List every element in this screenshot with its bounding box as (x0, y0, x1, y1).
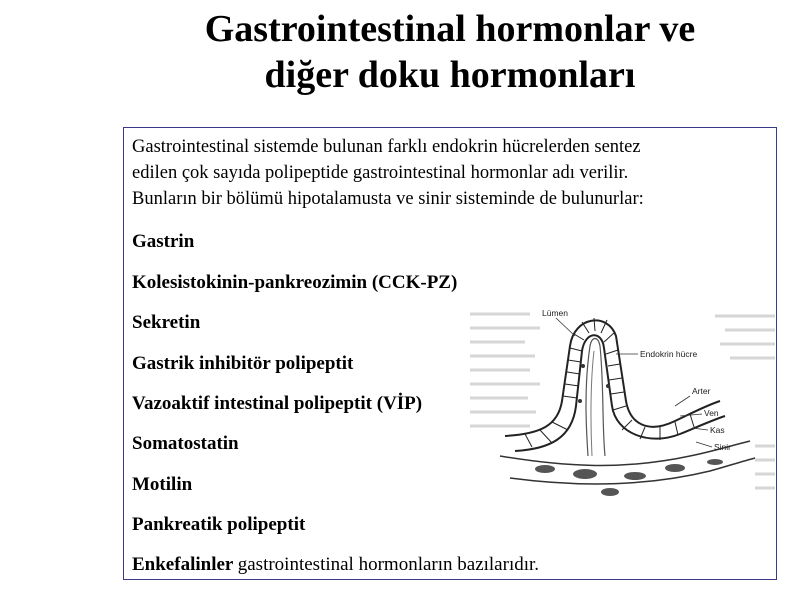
title-line-2: diğer doku hormonları (264, 54, 636, 96)
hormone-gastrin: Gastrin (132, 231, 195, 252)
hormone-cck-pz: Kolesistokinin-pankreozimin (CCK-PZ) (132, 272, 458, 293)
closing-sentence (132, 554, 539, 576)
label-artery: Arter (692, 386, 711, 396)
intro-paragraph (132, 134, 762, 212)
intro-line-1: Gastrointestinal sistemde bulunan farklı endokrin hücrelerden sentez (132, 137, 641, 157)
capillary-loop (586, 339, 605, 457)
content-box (123, 127, 777, 580)
villus-outer-outline (505, 320, 720, 436)
intestinal-villus-figure (470, 306, 775, 506)
hormone-somatostatin: Somatostatin (132, 433, 239, 454)
intro-line-2: edilen çok sayıda polipeptide gastrointestinal hormonlar adı verilir. (132, 163, 629, 183)
hormone-motilin: Motilin (132, 474, 193, 495)
background-text-lines (470, 314, 775, 488)
closing-text: gastrointestinal hormonların bazılarıdır. (237, 554, 540, 575)
label-vein: Ven (704, 408, 719, 418)
hormone-enkefalinler: Enkefalinler (132, 554, 233, 575)
hormone-vip: Vazoaktif intestinal polipeptit (VİP) (132, 393, 423, 414)
label-endocrine-cell: Endokrin hücre (640, 349, 698, 359)
hormone-gip: Gastrik inhibitör polipeptit (132, 353, 354, 374)
label-lumen: Lümen (542, 308, 568, 318)
label-muscle: Kas (710, 425, 725, 435)
hormone-pankreatik-polipeptit: Pankreatik polipeptit (132, 514, 306, 535)
hormone-sekretin: Sekretin (132, 312, 201, 333)
intro-line-3: Bunların bir bölümü hipotalamusta ve sinir sisteminde de bulunurlar: (132, 189, 644, 209)
endocrine-cell-marks (578, 364, 610, 403)
villus-illustration (470, 306, 775, 506)
central-vessel (591, 351, 594, 456)
label-nerve: Sinir (714, 442, 732, 452)
title-line-1: Gastrointestinal hormonlar ve (204, 8, 696, 50)
slide-title (100, 6, 800, 98)
